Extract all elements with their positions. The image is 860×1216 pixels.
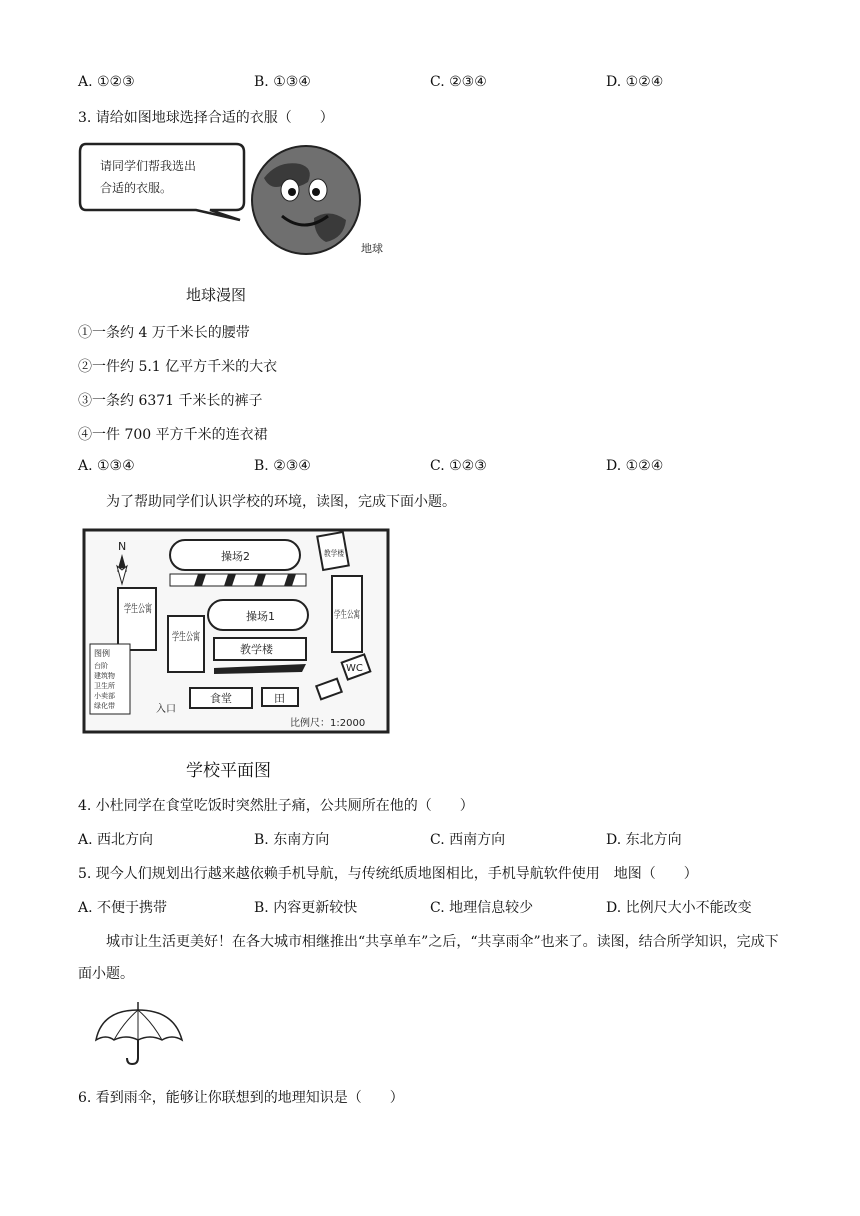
entrance-label: 入口 (156, 704, 176, 715)
playground-1-label: 操场1 (246, 610, 275, 623)
legend-item: 小卖部 (94, 692, 115, 700)
q3-item-2: ②一件约 5.1 亿平方千米的大衣 (78, 359, 278, 375)
option-c: C. ②③④ (430, 74, 487, 90)
north-label: N (118, 540, 127, 553)
option-b: B. ②③④ (254, 458, 311, 474)
canteen-label: 食堂 (210, 692, 232, 705)
q3-item-4: ④一件 700 平方千米的连衣裙 (78, 427, 268, 443)
shop-label: 田 (274, 692, 285, 705)
option-c: C. 西南方向 (430, 832, 506, 848)
option-c: C. 地理信息较少 (430, 900, 534, 916)
legend-title: 图例 (94, 649, 110, 658)
option-b: B. 内容更新较快 (254, 900, 358, 916)
earth-globe-icon (252, 146, 360, 254)
wc-label: WC (346, 663, 363, 674)
dorm-right-label: 学生公寓 (334, 610, 374, 621)
dorm-mid (168, 616, 216, 672)
dorm-mid-label: 学生公寓 (172, 630, 216, 643)
q6-stem: 6. 看到雨伞，能够让你联想到的地理知识是（ ） (78, 1090, 404, 1106)
legend-item: 建筑物 (94, 672, 115, 680)
q5-options (78, 897, 778, 917)
q5-stem: 5. 现今人们规划出行越来越依赖手机导航，与传统纸质地图相比，手机导航软件使用 地图（ ） (78, 866, 698, 882)
option-d: D. ①②④ (606, 458, 664, 474)
dorm-left-label: 学生公寓 (124, 602, 168, 615)
earth-figure-caption: 地球漫图 (186, 286, 247, 304)
q3-item-3: ③一条约 6371 千米长的裤子 (78, 393, 263, 409)
q3-stem: 3. 请给如图地球选择合适的衣服（ ） (78, 110, 334, 126)
school-plan-map (80, 526, 392, 736)
option-c: C. ①②③ (430, 458, 487, 474)
bubble-line1: 请同学们帮我选出 (100, 159, 197, 173)
bubble-line2: 合适的衣服。 (100, 181, 173, 195)
option-a: A. 不便于携带 (78, 900, 168, 916)
option-b: B. ①③④ (254, 74, 311, 90)
school-intro: 为了帮助同学们认识学校的环境，读图，完成下面小题。 (106, 494, 456, 510)
q3-item-1: ①一条约 4 万千米长的腰带 (78, 325, 250, 341)
legend-item: 台阶 (94, 662, 108, 670)
option-a: A. ①③④ (78, 458, 135, 474)
q4-stem: 4. 小杜同学在食堂吃饭时突然肚子痛，公共厕所在他的（ ） (78, 798, 474, 814)
option-d: D. 比例尺大小不能改变 (606, 900, 752, 916)
school-map-caption: 学校平面图 (186, 761, 271, 781)
teaching-building-label: 教学楼 (240, 643, 273, 656)
q3-options (78, 458, 778, 478)
option-d: D. 东北方向 (606, 832, 682, 848)
globe-label: 地球 (361, 242, 383, 255)
option-d: D. ①②④ (606, 74, 664, 90)
teacher-building-label: 教学楼 (324, 549, 348, 558)
option-b: B. 东南方向 (254, 832, 330, 848)
q2-options (78, 74, 778, 94)
option-a: A. ①②③ (78, 74, 135, 90)
option-a: A. 西北方向 (78, 832, 154, 848)
legend-item: 绿化带 (94, 702, 115, 710)
umbrella-icon (94, 1000, 186, 1066)
dorm-left (118, 588, 168, 650)
playground-2-label: 操场2 (221, 550, 250, 563)
earth-cartoon-figure (78, 138, 398, 258)
q4-options (78, 829, 778, 849)
umbrella-intro: 城市让生活更美好！在各大城市相继推出“共享单车”之后，“共享雨伞”也来了。读图，结合所学知识，完成下面小题。 (78, 934, 779, 982)
legend-item: 卫生所 (94, 682, 115, 690)
scale-label: 比例尺：1:2000 (290, 718, 366, 729)
